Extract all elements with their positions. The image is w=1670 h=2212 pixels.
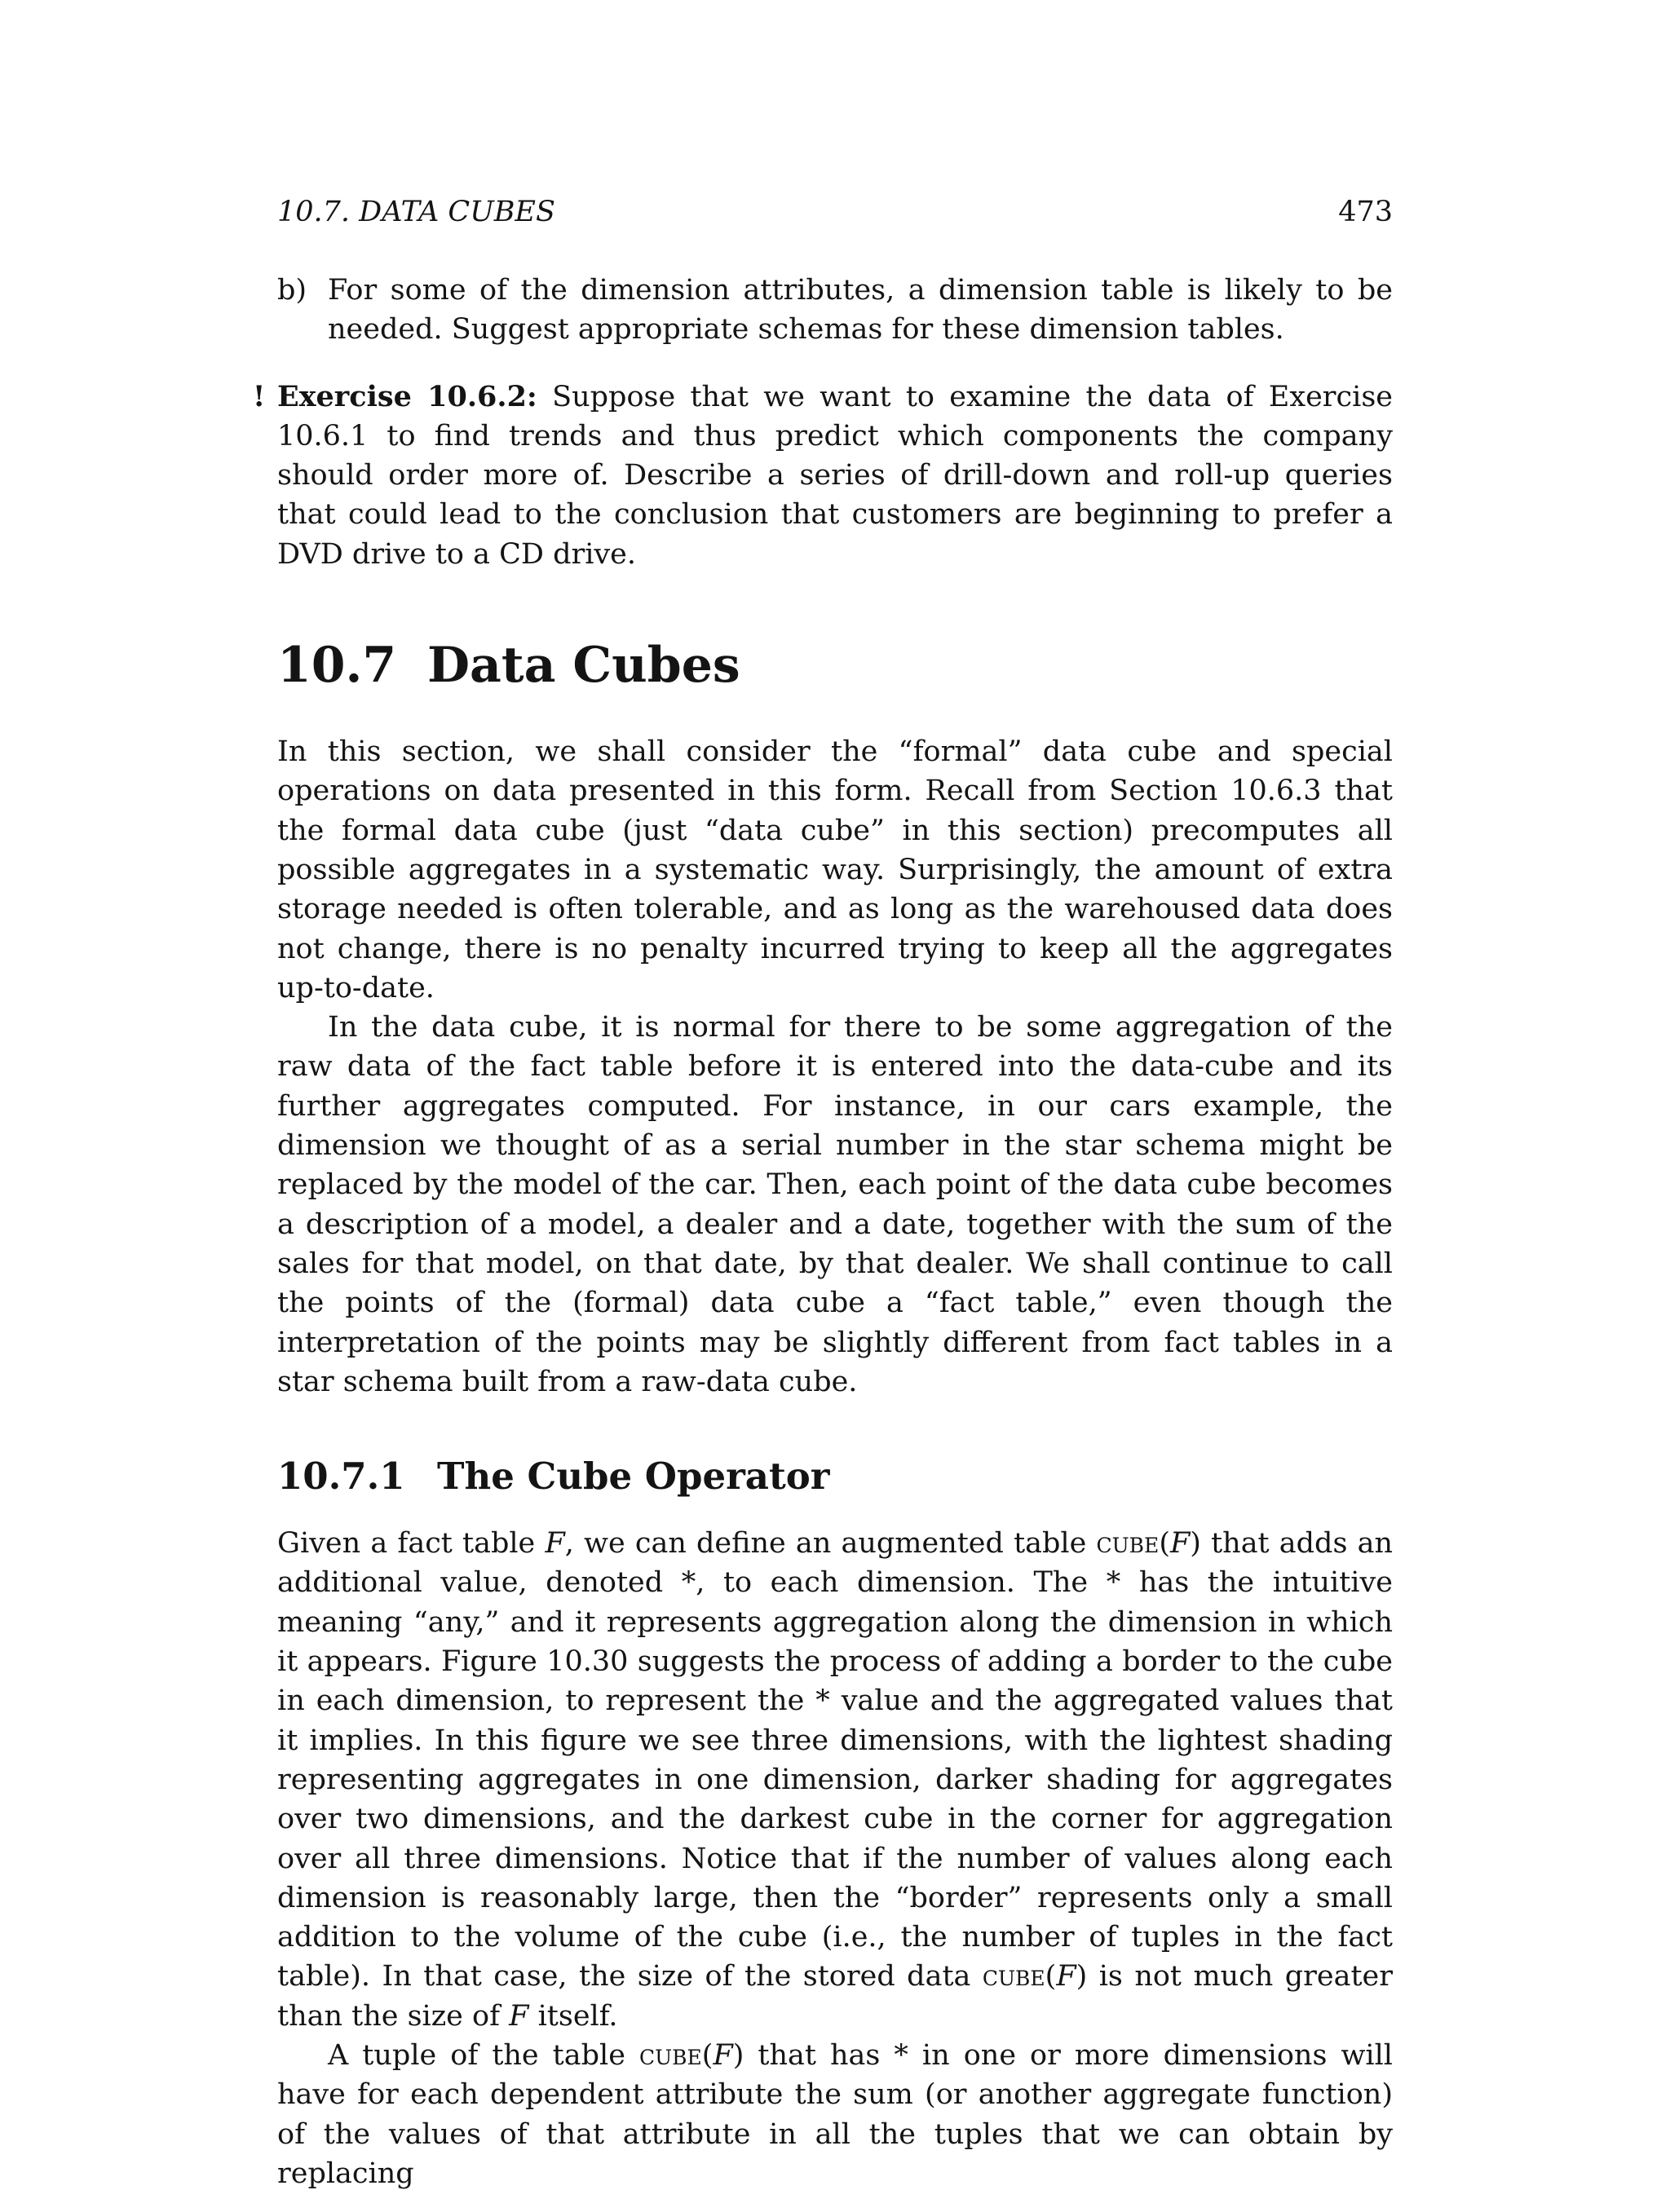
book-page [253,196,1394,2193]
section-paragraph: In the data cube, it is normal for there to be some aggregation of the raw data of the fact table before it is entered into the data-cube and its further aggregates computed. For instance, in our cars example, the dimension we thought of as a serial number in the star schema might be replaced by the model of the car. Then, each point of the data cube becomes a description of a model, a dealer and a date, together with the sum of the sales for that model, on that date, by that dealer. We shall continue to call the points of the (formal) data cube a “fact table,” even though the interpretation of the points may be slightly different from fact tables in a star schema built from a raw-data cube. [277,1011,1393,1398]
page-number: 473 [1338,196,1393,228]
section-number: 10.7 [277,637,397,695]
exercise-item-b [277,271,1393,350]
section-heading [277,636,1393,695]
subsection-number: 10.7.1 [277,1455,405,1499]
exercise-text: Suppose that we want to examine the data of Exercise 10.6.1 to find trends and thus predict which components the company should order more of. Describe a series of drill-down and roll-up queries that could lead to the conclusion that customers are beginning to prefer a DVD drive to a CD drive. [277,380,1394,571]
running-head-title: 10.7. DATA CUBES [277,196,555,228]
subsection-title: The Cube Operator [437,1455,830,1499]
cube-operator-paragraph: A tuple of the table cube(F) that has * in one or more dimensions will have for each dependent attribute the sum (or another aggregate function) of the values of that attribute in all the tuples that we can obtain by replacing [277,2038,1393,2190]
item-text: For some of the dimension attributes, a dimension table is likely to be needed. Suggest appropriate schemas for these dimension tables. [328,274,1393,347]
section-title: Data Cubes [427,637,740,695]
subsection-heading [277,1454,1393,1499]
cube-operator-paragraph: Given a fact table F, we can define an augmented table cube(F) that adds an additional value, denoted *, to each dimension. The * has the intuitive meaning “any,” and it represents aggregation along the dimension in which it appears. Figure 10.30 suggests the process of adding a border to the cube in each dimension, to represent the * value and the aggregated values that it implies. In this figure we see three dimensions, with the lightest shading representing aggregates in one dimension, darker shading for aggregates over two dimensions, and the darkest cube in the corner for aggregation over all three dimensions. Notice that if the number of values along each dimension is reasonably large, then the “border” represents only a small addition to the volume of the cube (i.e., the number of tuples in the fact table). In that case, the size of the stored data cube(F) is not much greater than the size of F itself. [277,1527,1393,2033]
difficulty-marker: ! [253,379,266,413]
exercise-label: Exercise 10.6.2: [277,379,537,413]
section-paragraph: In this section, we shall consider the “formal” data cube and special operations on data presented in this form. Recall from Section 10.6.3 that the formal data cube (just “data cube” in this section) precomputes all possible aggregates in a systematic way. Surprisingly, the amount of extra storage needed is often tolerable, and as long as the warehoused data does not change, there is no penalty incurred trying to keep all the aggregates up-to-date. [277,735,1393,1004]
running-head [277,196,1393,228]
exercise-10-6-2 [253,377,1394,574]
item-marker: b) [277,274,307,307]
